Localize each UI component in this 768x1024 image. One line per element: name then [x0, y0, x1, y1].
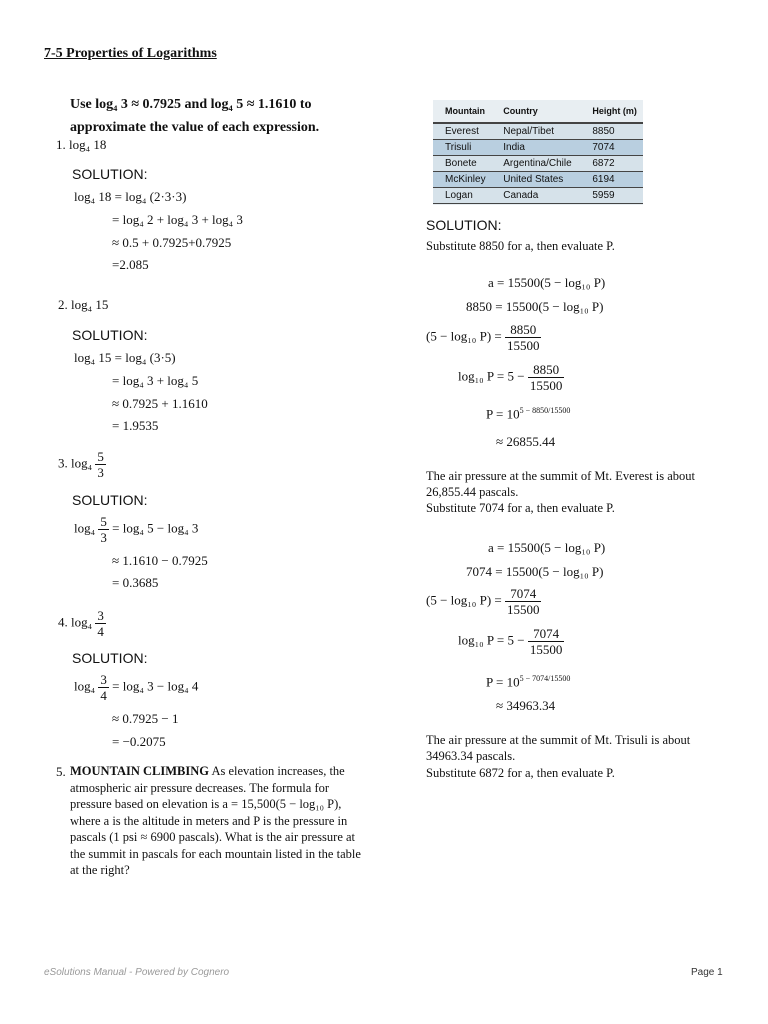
- equation-line: a = 15500(5 − log₁₀ P): [488, 540, 606, 555]
- problem-expression: log₄ 18: [69, 137, 107, 152]
- equation-line: log₄ 18 = log₄ (2·3·3): [74, 189, 187, 204]
- substitute-instruction: Substitute 7074 for a, then evaluate P.: [426, 501, 615, 515]
- table-row: Logan Canada 5959: [433, 188, 643, 204]
- table-row: Trisuli India 7074: [433, 140, 643, 156]
- substitute-instruction: Substitute 8850 for a, then evaluate P.: [426, 239, 615, 253]
- solution-label: SOLUTION:: [426, 217, 502, 233]
- equation-line: ≈ 0.5 + 0.7925+0.7925: [112, 235, 232, 250]
- solution-label: SOLUTION:: [72, 166, 148, 182]
- fraction: $\frac{3}{4}$: [97, 608, 104, 639]
- table-header: Mountain: [433, 100, 491, 123]
- mountain-table: [433, 100, 643, 205]
- table-row: Bonete Argentina/Chile 6872: [433, 156, 643, 172]
- problem-number: 3.: [58, 455, 68, 471]
- problem-heading: MOUNTAIN CLIMBING: [70, 764, 210, 778]
- problem-5-text: MOUNTAIN CLIMBING As elevation increases, the atmospheric air pressure decreases. The formula for pressure based on elevation is a = 15,500(5 − log₁₀ P), where a is the altitude in meters and P is the pressure in pascals (1 psi ≈ 6900 pascals). What is the air pressure at the summit in pascals for each mountain listed in the table at the right?: [70, 764, 361, 877]
- table-row: McKinley United States 6194: [433, 172, 643, 188]
- conclusion-text: The air pressure at the summit of Mt. Everest is about 26,855.44 pascals.: [426, 469, 696, 499]
- equation-line: = −0.2075: [112, 734, 166, 749]
- equation-line: log₁₀ P = 5 − $\frac{7074}{15500}$: [458, 626, 563, 657]
- table-row: Everest Nepal/Tibet 8850: [433, 123, 643, 140]
- solution-label: SOLUTION:: [72, 492, 148, 508]
- equation-line: ≈ 1.1610 − 0.7925: [112, 553, 208, 568]
- equation-line: log₄ 15 = log₄ (3·5): [74, 350, 176, 365]
- conclusion-text: The air pressure at the summit of Mt. Trisuli is about 34963.34 pascals.: [426, 733, 691, 763]
- fraction: $\frac{5}{3}$: [97, 449, 104, 480]
- problem-1: [56, 137, 106, 153]
- equation-line: ≈ 26855.44: [496, 434, 556, 449]
- problem-number: 4.: [58, 614, 68, 630]
- equation-line: log₄ $\frac{5}{3}$ = log₄ 5 − log₄ 3: [74, 514, 199, 545]
- solution-label: SOLUTION:: [72, 650, 148, 666]
- problem-number: 5.: [56, 764, 66, 779]
- table-header: Country: [491, 100, 580, 123]
- table-header: Height (m): [580, 100, 643, 123]
- problem-expression: log₄ 15: [71, 297, 109, 312]
- problem-number: 2.: [58, 297, 68, 312]
- page-title: 7-5 Properties of Logarithms: [44, 46, 217, 61]
- problem-number: 1.: [56, 137, 66, 152]
- equation-line: (5 − log₁₀ P) = $\frac{8850}{15500}$: [426, 322, 540, 353]
- problem-expression: log₄: [71, 455, 93, 471]
- equation-line: 8850 = 15500(5 − log₁₀ P): [466, 299, 604, 314]
- equation-line: log₄ $\frac{3}{4}$ = log₄ 3 − log₄ 4: [74, 672, 199, 703]
- equation-line: ≈ 0.7925 − 1: [112, 711, 179, 726]
- problem-3: [58, 449, 106, 480]
- equation-line: ≈ 0.7925 + 1.1610: [112, 396, 208, 411]
- equation-line: = 0.3685: [112, 575, 159, 590]
- equation-line: $P = 10^{5 - 7074/15500}$: [486, 674, 571, 690]
- footer-credit: eSolutions Manual - Powered by Cognero: [44, 967, 230, 978]
- instructions: Use log₄ 3 ≈ 0.7925 and log₄ 5 ≈ 1.1610 to approximate the value of each expression.: [70, 97, 320, 135]
- equation-line: = 1.9535: [112, 418, 159, 433]
- solution-label: SOLUTION:: [72, 327, 148, 343]
- equation-line: (5 − log₁₀ P) = $\frac{7074}{15500}$: [426, 586, 540, 617]
- problem-4: [58, 608, 106, 639]
- equation-line: =2.085: [112, 257, 149, 272]
- substitute-instruction: Substitute 6872 for a, then evaluate P.: [426, 766, 615, 780]
- equation-line: log₁₀ P = 5 − $\frac{8850}{15500}$: [458, 362, 563, 393]
- equation-line: ≈ 34963.34: [496, 698, 556, 713]
- problem-2: [58, 297, 108, 313]
- equation-line: = log₄ 3 + log₄ 5: [112, 373, 199, 388]
- equation-line: = log₄ 2 + log₄ 3 + log₄ 3: [112, 212, 243, 227]
- problem-expression: log₄: [71, 614, 93, 630]
- equation-line: 7074 = 15500(5 − log₁₀ P): [466, 564, 604, 579]
- equation-line: $P = 10^{5 - 8850/15500}$: [486, 406, 571, 422]
- equation-line: a = 15500(5 − log₁₀ P): [488, 275, 606, 290]
- page-number: Page 1: [691, 967, 723, 978]
